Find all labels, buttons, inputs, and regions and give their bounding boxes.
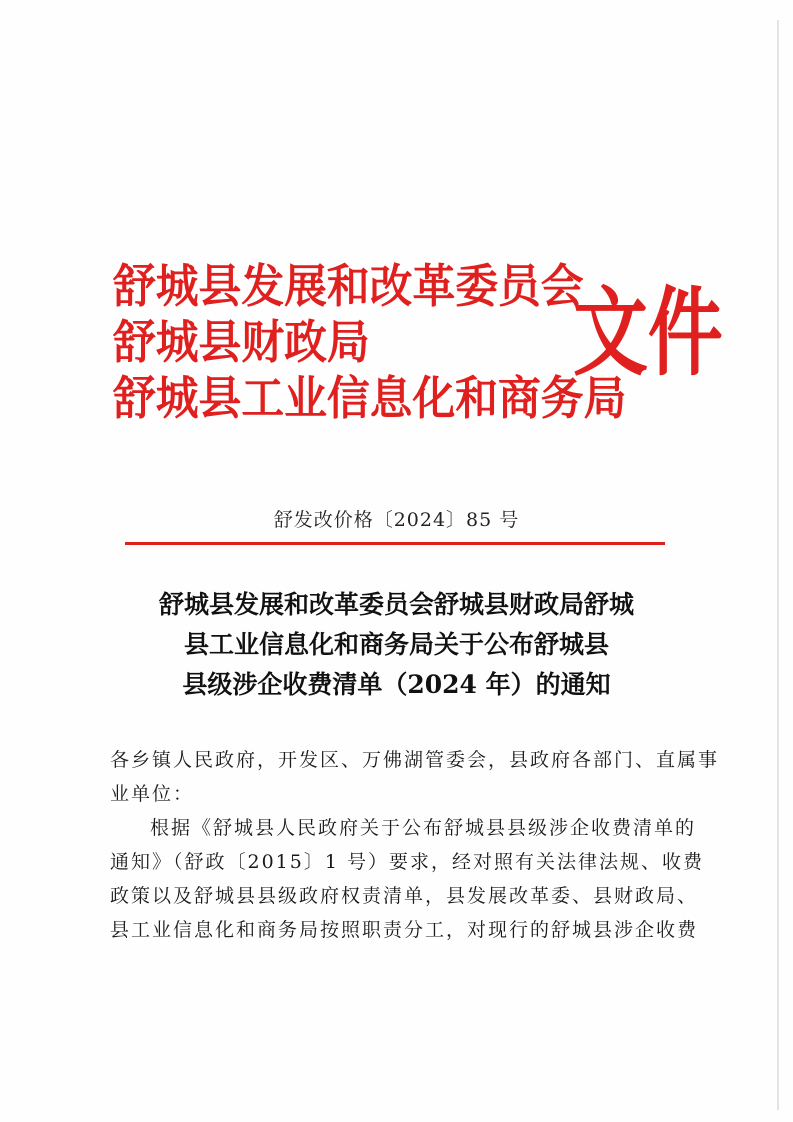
body-paragraph [110, 811, 704, 947]
paragraph-line-4: 县工业信息化和商务局按照职责分工，对现行的舒城县涉企收费 [110, 919, 699, 941]
scan-edge-divider [777, 20, 779, 1110]
red-divider-rule [125, 542, 665, 545]
notice-body [110, 743, 720, 947]
salutation-line-1: 各乡镇人民政府，开发区、万佛湖管委会，县政府各部门、直属事 [110, 749, 720, 771]
paragraph-line-1: 根据《舒城县人民政府关于公布舒城县县级涉企收费清单的 [150, 817, 697, 839]
document-type-label: 文件 [573, 276, 723, 389]
issuer-line-1: 舒城县发展和改革委员会 [113, 259, 584, 313]
document-number: 舒发改价格〔2024〕85 号 [273, 509, 520, 531]
issuer-line-3: 舒城县工业信息化和商务局 [113, 371, 627, 425]
paragraph-line-3: 政策以及舒城县县级政府权责清单，县发展改革委、县财政局、 [110, 885, 699, 907]
paragraph-line-2: 通知》（舒政〔2015〕1 号）要求，经对照有关法律法规、收费 [110, 851, 704, 873]
issuer-line-2: 舒城县财政局 [113, 315, 370, 369]
title-line-2: 县工业信息化和商务局关于公布舒城县 [183, 630, 609, 659]
title-line-3: 县级涉企收费清单（2024 年）的通知 [182, 670, 611, 699]
notice-title [0, 585, 793, 705]
salutation [110, 743, 720, 811]
salutation-line-2: 业单位： [110, 783, 195, 805]
title-line-1: 舒城县发展和改革委员会舒城县财政局舒城 [158, 590, 634, 619]
